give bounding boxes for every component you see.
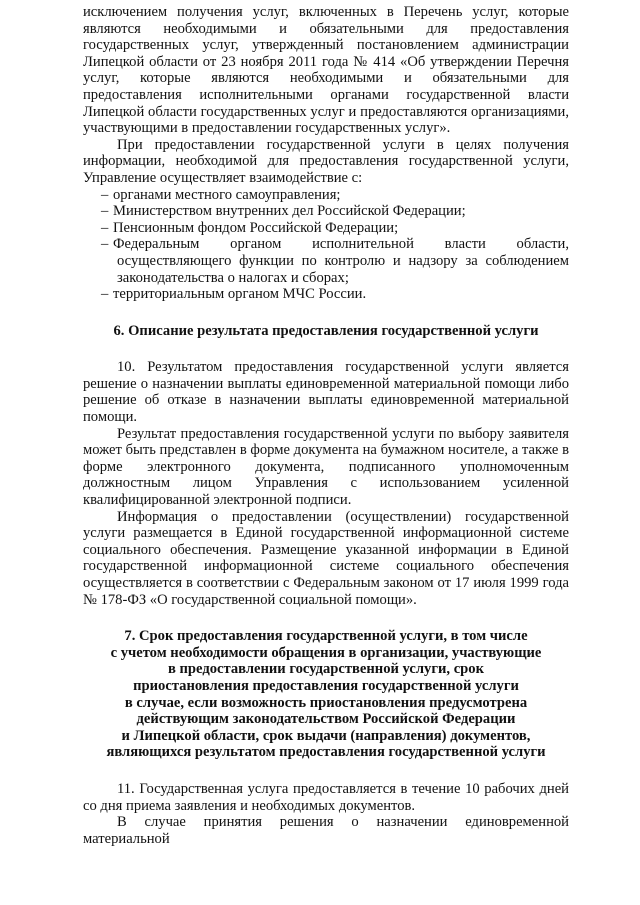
heading-line: действующим законодательством Российской Федерации xyxy=(136,711,516,728)
list-item: – органами местного самоуправления; xyxy=(101,186,341,203)
section-6-heading: 6. Описание результата предоставления государственной услуги xyxy=(113,322,539,339)
heading-line: приостановления предоставления государственной услуги xyxy=(133,677,519,694)
paragraph-11: 11. Государственная услуга предоставляется в течение 10 рабочих дней со дня приема заявления и необходимых документов. xyxy=(83,780,569,814)
paragraph-information-placement: Информация о предоставлении (осуществлении) государственной услуги размещается в Единой государственной информационной системе социального обеспечения. Размещение указанной информации в Единой государственной информационной системе социального обеспечения осуществляется в соответствии с Федеральным законом от 17 июля 1999 года № 178-ФЗ «О государственной социальной помощи». xyxy=(83,508,569,608)
paragraph-continued: исключением получения услуг, включенных в Перечень услуг, которые являются необходимыми и обязательными для предоставления государственных услуг, утвержденный постановлением администрации Липецкой области от 23 ноября 2011 года № 414 «Об утверждении Перечня услуг, которые являются необходимыми и обязательными для предоставления исполнительными органами государственной власти Липецкой области государственных услуг и предоставляются организациями, участвующими в предоставлении государственных услуг». xyxy=(83,4,569,137)
heading-line: 7. Срок предоставления государственной услуги, в том числе xyxy=(124,628,528,645)
heading-line: в случае, если возможность приостановления предусмотрена xyxy=(124,694,528,711)
list-item: – Министерством внутренних дел Российской Федерации; xyxy=(101,203,466,220)
heading-line: в предоставлении государственной услуги, срок xyxy=(167,661,484,678)
paragraph-decision-continued: В случае принятия решения о назначении единовременной материальной xyxy=(83,814,569,847)
paragraph-10: 10. Результатом предоставления государственной услуги является решение о назначении выплаты единовременной материальной помощи либо решение об отказе в назначении выплаты единовременной материальной помощи. xyxy=(83,359,569,426)
list-item: – Федеральным органом исполнительной власти области, осуществляющего функции по контролю и надзору за соблюдением законодательства о налогах и сборах; xyxy=(101,236,569,286)
list-item: – Пенсионным фондом Российской Федерации; xyxy=(101,219,399,236)
section-7-heading xyxy=(83,628,569,761)
paragraph-result-form: Результат предоставления государственной услуги по выбору заявителя может быть представлен в форме документа на бумажном носителе, а также в форме электронного документа, подписанного уполномоченным должностным лицом Управления с использованием усиленной квалифицированной электронной подписи. xyxy=(83,425,569,509)
heading-line: и Липецкой области, срок выдачи (направления) документов, xyxy=(121,727,531,744)
heading-line: с учетом необходимости обращения в организации, участвующие xyxy=(110,644,542,661)
paragraph-interaction-intro: При предоставлении государственной услуги в целях получения информации, необходимой для предоставления государственной услуги, Управление осуществляет взаимодействие с: xyxy=(83,136,569,186)
document-page xyxy=(83,4,569,847)
heading-line: являющихся результатом предоставления государственной услуги xyxy=(106,744,546,761)
list-item: – территориальным органом МЧС России. xyxy=(101,286,367,303)
